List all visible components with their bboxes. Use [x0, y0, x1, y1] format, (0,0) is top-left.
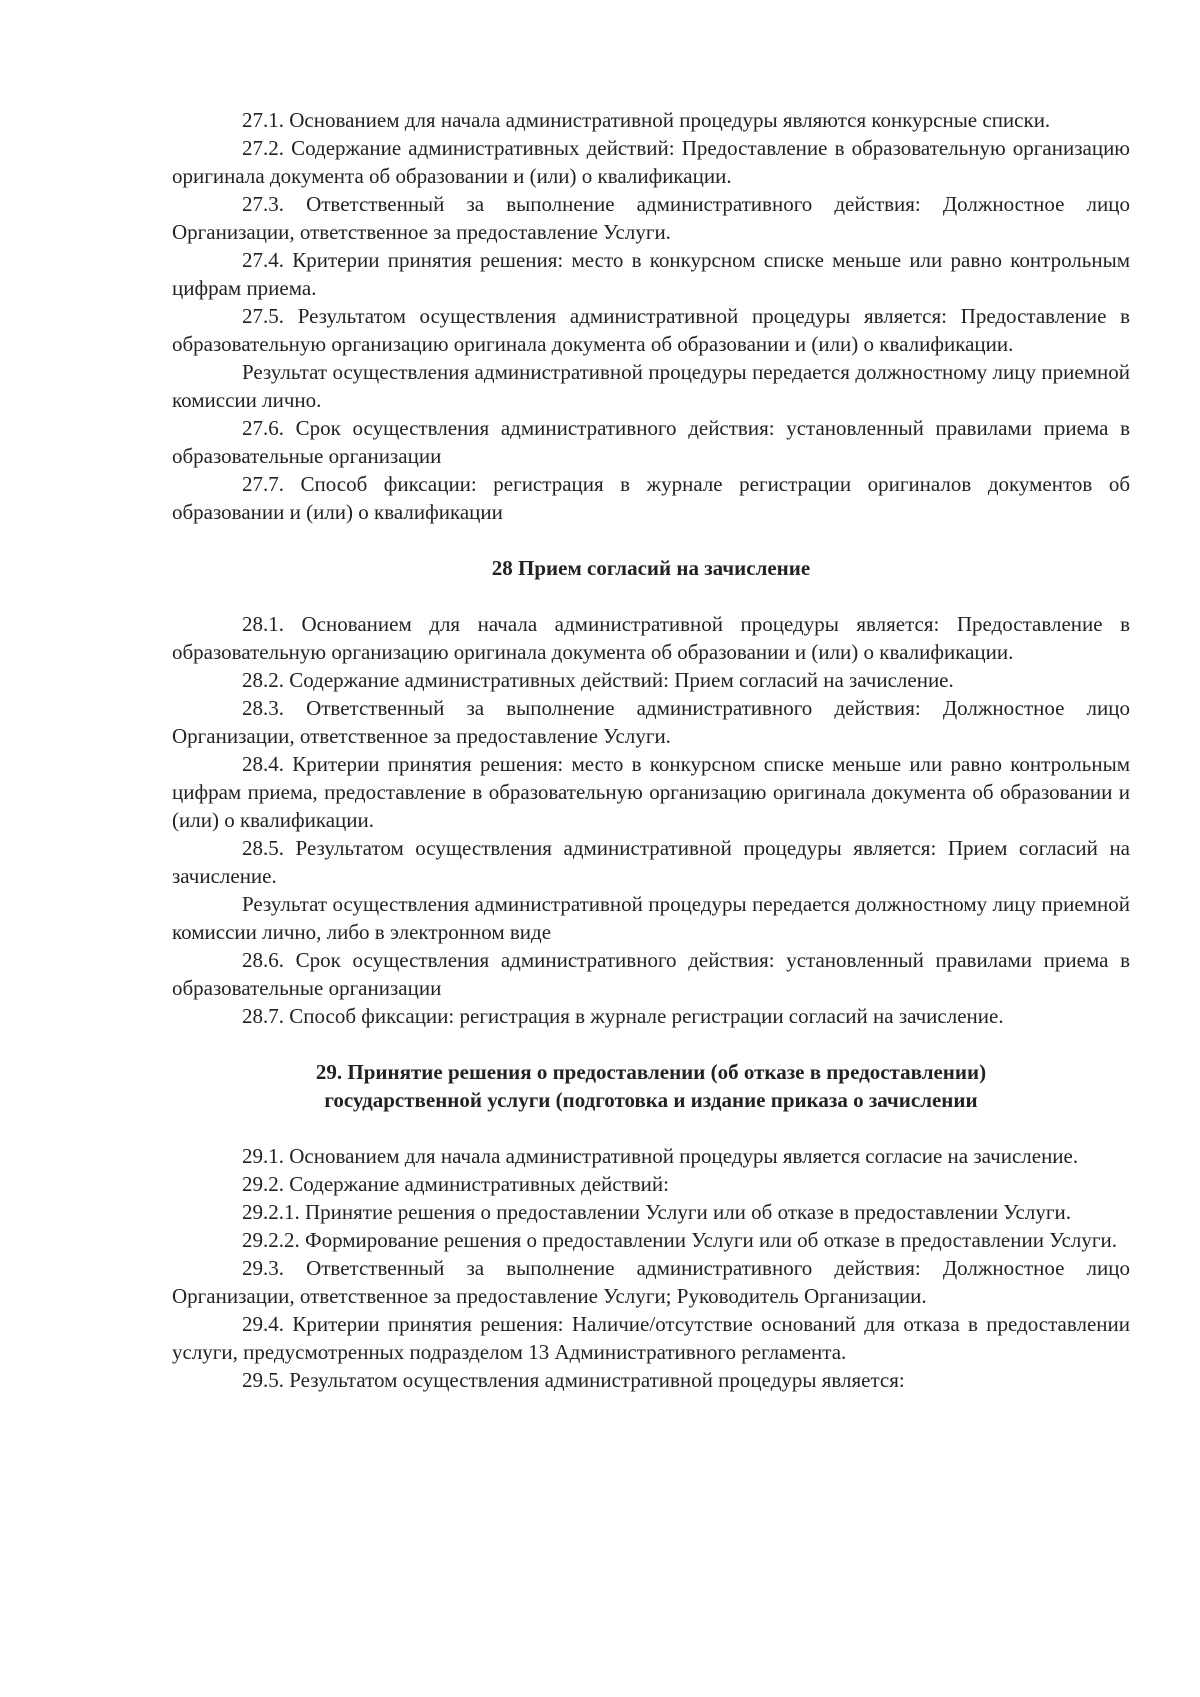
- paragraph-29-2-2: 29.2.2. Формирование решения о предоставлении Услуги или об отказе в предоставлении Услуги.: [242, 1228, 1117, 1252]
- spacer: [172, 526, 1130, 554]
- spacer: [172, 1114, 1130, 1142]
- paragraph-29-4: 29.4. Критерии принятия решения: Наличие/отсутствие оснований для отказа в предоставлении услуги, предусмотренных подразделом 13 Административного регламента.: [172, 1312, 1130, 1364]
- paragraph-28-3: 28.3. Ответственный за выполнение административного действия: Должностное лицо Организации, ответственное за предоставление Услуги.: [172, 696, 1130, 748]
- paragraph-27-4: 27.4. Критерии принятия решения: место в конкурсном списке меньше или равно контрольным цифрам приема.: [172, 248, 1130, 300]
- paragraph-29-5: 29.5. Результатом осуществления административной процедуры является:: [242, 1368, 905, 1392]
- document-page: [172, 106, 1130, 1394]
- paragraph-28-1: 28.1. Основанием для начала административной процедуры является: Предоставление в образовательную организацию оригинала документа об образовании и (или) о квалификации.: [172, 612, 1130, 664]
- section-29-heading-line2: государственной услуги (подготовка и издание приказа о зачислении: [324, 1088, 978, 1112]
- paragraph-28-4: 28.4. Критерии принятия решения: место в конкурсном списке меньше или равно контрольным цифрам приема, предоставление в образовательную организацию оригинала документа об образовании и (или) о квалификации.: [172, 752, 1130, 832]
- paragraph-28-7: 28.7. Способ фиксации: регистрация в журнале регистрации согласий на зачисление.: [242, 1004, 1004, 1028]
- paragraph-27-3: 27.3. Ответственный за выполнение административного действия: Должностное лицо Организации, ответственное за предоставление Услуги.: [172, 192, 1130, 244]
- spacer: [172, 582, 1130, 610]
- paragraph-28-6: 28.6. Срок осуществления административного действия: установленный правилами приема в образовательные организации: [172, 948, 1130, 1000]
- paragraph-28-5-result: Результат осуществления административной процедуры передается должностному лицу приемной комиссии лично, либо в электронном виде: [172, 892, 1130, 944]
- paragraph-28-5: 28.5. Результатом осуществления административной процедуры является: Прием согласий на зачисление.: [172, 836, 1130, 888]
- paragraph-27-7: 27.7. Способ фиксации: регистрация в журнале регистрации оригиналов документов об образовании и (или) о квалификации: [172, 472, 1130, 524]
- paragraph-27-2: 27.2. Содержание административных действий: Предоставление в образовательную организацию оригинала документа об образовании и (или) о квалификации.: [172, 136, 1130, 188]
- paragraph-27-5-result: Результат осуществления административной процедуры передается должностному лицу приемной комиссии лично.: [172, 360, 1130, 412]
- paragraph-27-5: 27.5. Результатом осуществления административной процедуры является: Предоставление в образовательную организацию оригинала документа об образовании и (или) о квалификации.: [172, 304, 1130, 356]
- paragraph-29-2: 29.2. Содержание административных действий:: [242, 1172, 669, 1196]
- paragraph-29-1: 29.1. Основанием для начала административной процедуры является согласие на зачисление.: [242, 1144, 1079, 1168]
- section-28-heading: 28 Прием согласий на зачисление: [491, 556, 811, 580]
- spacer: [172, 1030, 1130, 1058]
- section-29-heading-line1: 29. Принятие решения о предоставлении (об отказе в предоставлении): [315, 1060, 987, 1084]
- paragraph-29-2-1: 29.2.1. Принятие решения о предоставлении Услуги или об отказе в предоставлении Услуги.: [242, 1200, 1071, 1224]
- paragraph-27-1: 27.1. Основанием для начала административной процедуры являются конкурсные списки.: [242, 108, 1051, 132]
- paragraph-28-2: 28.2. Содержание административных действий: Прием согласий на зачисление.: [242, 668, 954, 692]
- paragraph-29-3: 29.3. Ответственный за выполнение административного действия: Должностное лицо Организации, ответственное за предоставление Услуги; Руководитель Организации.: [172, 1256, 1130, 1308]
- paragraph-27-6: 27.6. Срок осуществления административного действия: установленный правилами приема в образовательные организации: [172, 416, 1130, 468]
